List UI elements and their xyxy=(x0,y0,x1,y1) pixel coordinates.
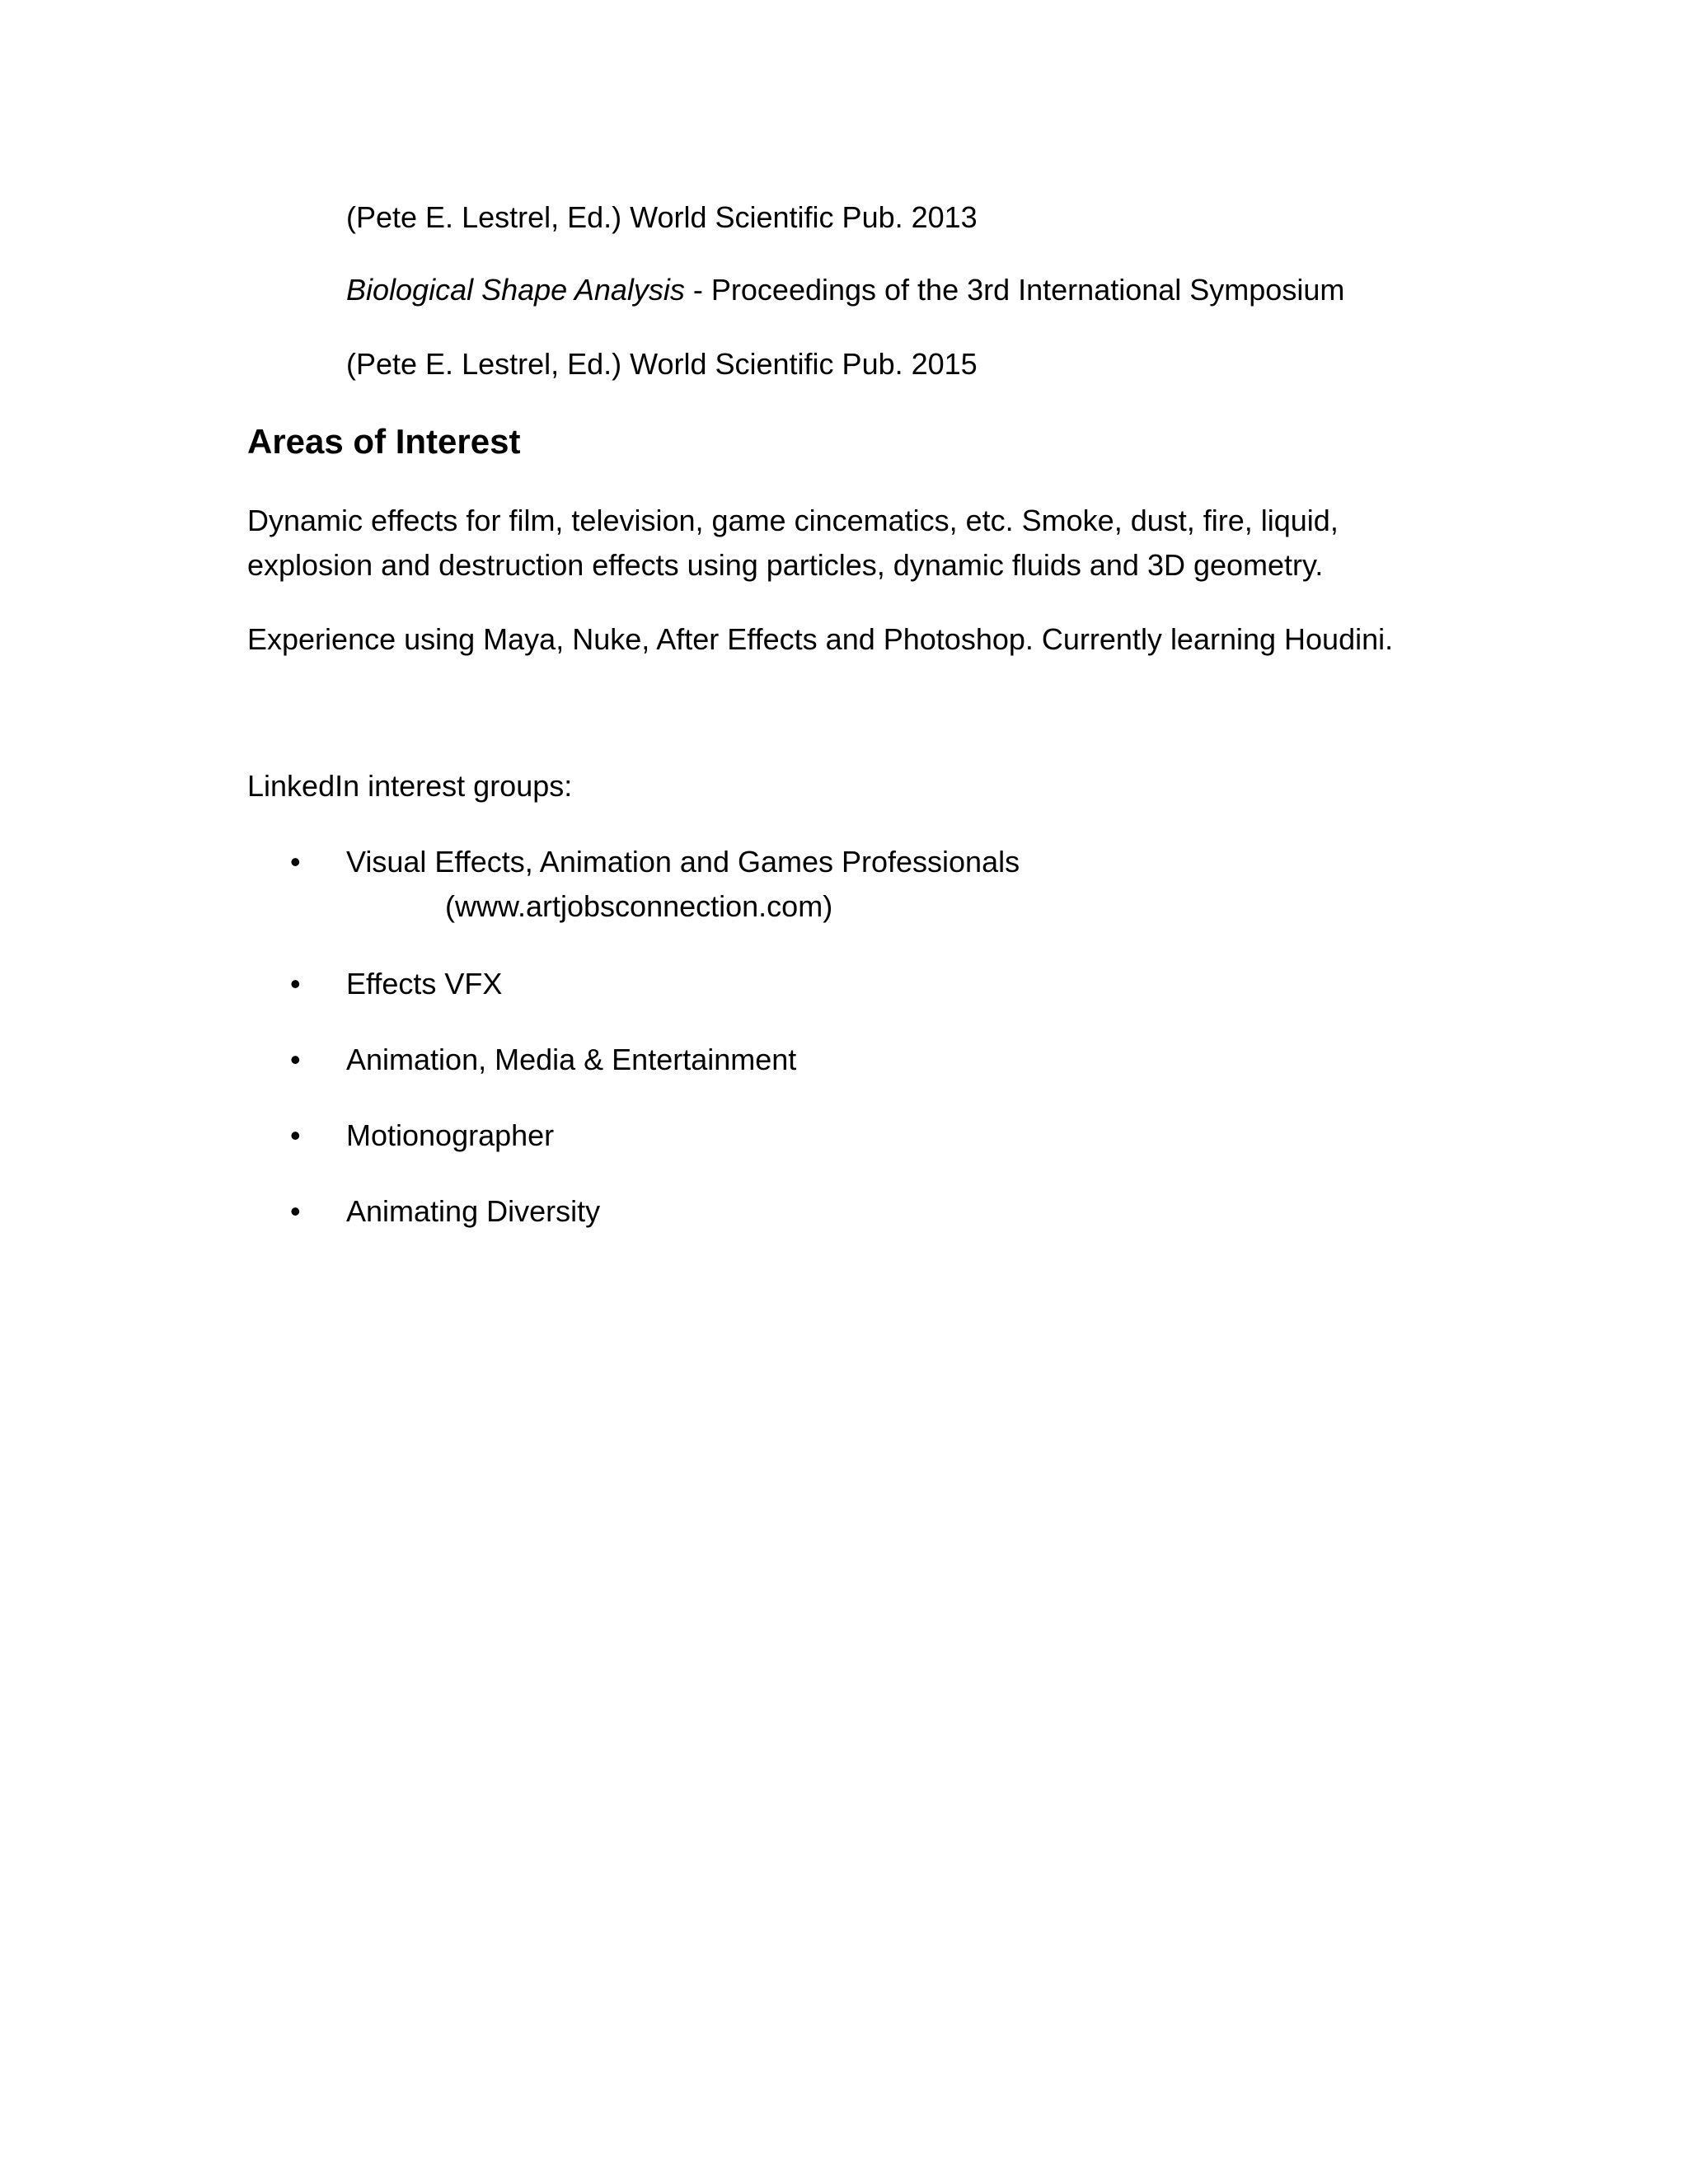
publication-title-line xyxy=(346,267,1344,313)
interest-paragraph-1-line-1: Dynamic effects for film, television, game cincematics, etc. Smoke, dust, fire, liquid, xyxy=(247,504,1339,537)
group-name: Animating Diversity xyxy=(346,1194,601,1228)
areas-of-interest-heading: Areas of Interest xyxy=(247,422,521,461)
publication-line-3: (Pete E. Lestrel, Ed.) World Scientific Pub. 2015 xyxy=(346,347,978,381)
group-name: Motionographer xyxy=(346,1118,555,1152)
linkedin-groups-label: LinkedIn interest groups: xyxy=(247,769,573,803)
interest-paragraph-2: Experience using Maya, Nuke, After Effects and Photoshop. Currently learning Houdini. xyxy=(247,622,1394,656)
publication-title-rest: - Proceedings of the 3rd International Symposium xyxy=(684,273,1345,307)
group-name: Visual Effects, Animation and Games Professionals xyxy=(346,845,1020,879)
bullet-icon: • xyxy=(290,1194,301,1228)
interest-paragraph-1-line-2: explosion and destruction effects using particles, dynamic fluids and 3D geometry. xyxy=(247,548,1324,582)
bullet-icon: • xyxy=(290,967,301,1001)
bullet-icon: • xyxy=(290,1043,301,1076)
group-url: (www.artjobsconnection.com) xyxy=(445,889,833,923)
bullet-icon: • xyxy=(290,1118,301,1152)
bullet-icon: • xyxy=(290,845,301,879)
publication-line-1: (Pete E. Lestrel, Ed.) World Scientific Pub. 2013 xyxy=(346,200,978,234)
group-name: Effects VFX xyxy=(346,967,503,1001)
group-name: Animation, Media & Entertainment xyxy=(346,1043,797,1076)
publication-title: Biological Shape Analysis xyxy=(346,273,685,307)
